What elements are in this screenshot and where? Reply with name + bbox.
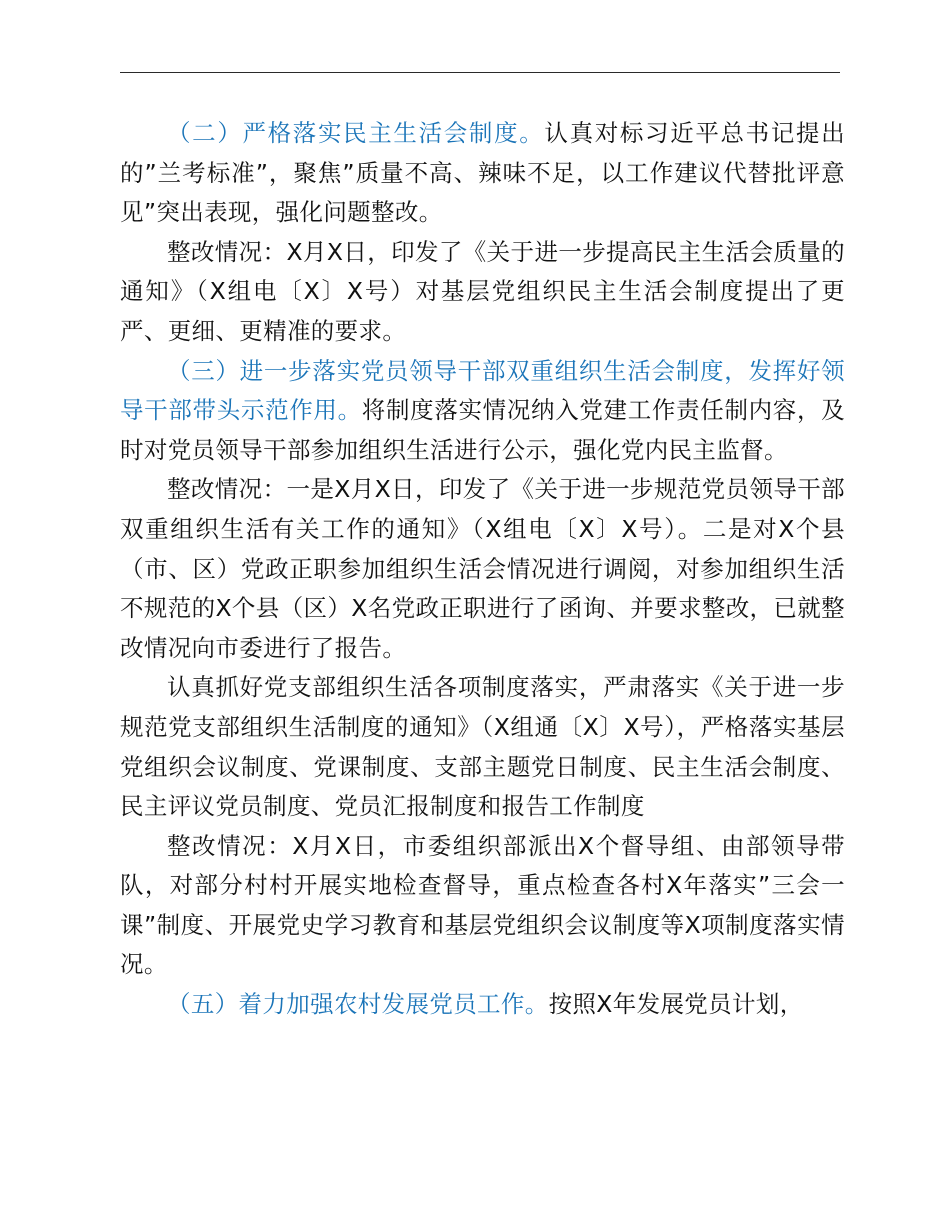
paragraph-text: 将制度落实情况纳入党建工作责任制内容，及时对党员领导干部参加组织生活进行公示，强化党内民主监督。 bbox=[120, 396, 846, 464]
paragraph-3 bbox=[120, 352, 845, 471]
paragraph-2 bbox=[120, 114, 845, 233]
section-heading-5: （五）着力加强农村发展党员工作。 bbox=[167, 990, 549, 1019]
rectification-paragraph-4 bbox=[120, 827, 845, 985]
paragraph-text: 整改情况：X月X日，市委组织部派出X个督导组、由部领导带队，对部分村村开展实地检查督导，重点检查各村X年落实”三会一课”制度、开展党史学习教育和基层党组织会议制度等X项制度落实情况。 bbox=[120, 831, 845, 979]
rectification-paragraph-3 bbox=[120, 470, 845, 668]
paragraph-text: 整改情况：一是X月X日，印发了《关于进一步规范党员领导干部双重组织生活有关工作的通知》（X组电〔X〕X号）。二是对X个县（市、区）党政正职参加组织生活会情况进行调阅，对参加组织生活不规范的X个县（区）X名党政正职进行了函询、并要求整改，已就整改情况向市委进行了报告。 bbox=[120, 475, 845, 662]
section-heading-3: （三）进一步落实党员领导干部双重组织生活会制度，发挥好领导干部带头示范作用。 bbox=[120, 356, 845, 425]
paragraph-4 bbox=[120, 668, 845, 826]
header-rule bbox=[120, 72, 840, 73]
paragraph-text: 认真对标习近平总书记提出的”兰考标准”，聚焦”质量不高、辣味不足，以工作建议代替批评意见”突出表现，强化问题整改。 bbox=[120, 119, 846, 227]
paragraph-5 bbox=[120, 985, 845, 1025]
paragraph-text: 整改情况：X月X日，印发了《关于进一步提高民主生活会质量的通知》（X组电〔X〕X号）对基层党组织民主生活会制度提出了更严、更细、更精准的要求。 bbox=[120, 237, 845, 345]
paragraph-text: 认真抓好党支部组织生活各项制度落实，严肃落实《关于进一步规范党支部组织生活制度的通知》（X组通〔X〕X号），严格落实基层党组织会议制度、党课制度、支部主题党日制度、民主生活会制度、民主评议党员制度、党员汇报制度和报告工作制度 bbox=[120, 673, 845, 821]
document-body bbox=[120, 114, 845, 1025]
section-heading-2: （二）严格落实民主生活会制度。 bbox=[167, 119, 545, 147]
rectification-paragraph-2 bbox=[120, 233, 845, 352]
paragraph-text: 按照X年发展党员计划， bbox=[548, 990, 804, 1019]
